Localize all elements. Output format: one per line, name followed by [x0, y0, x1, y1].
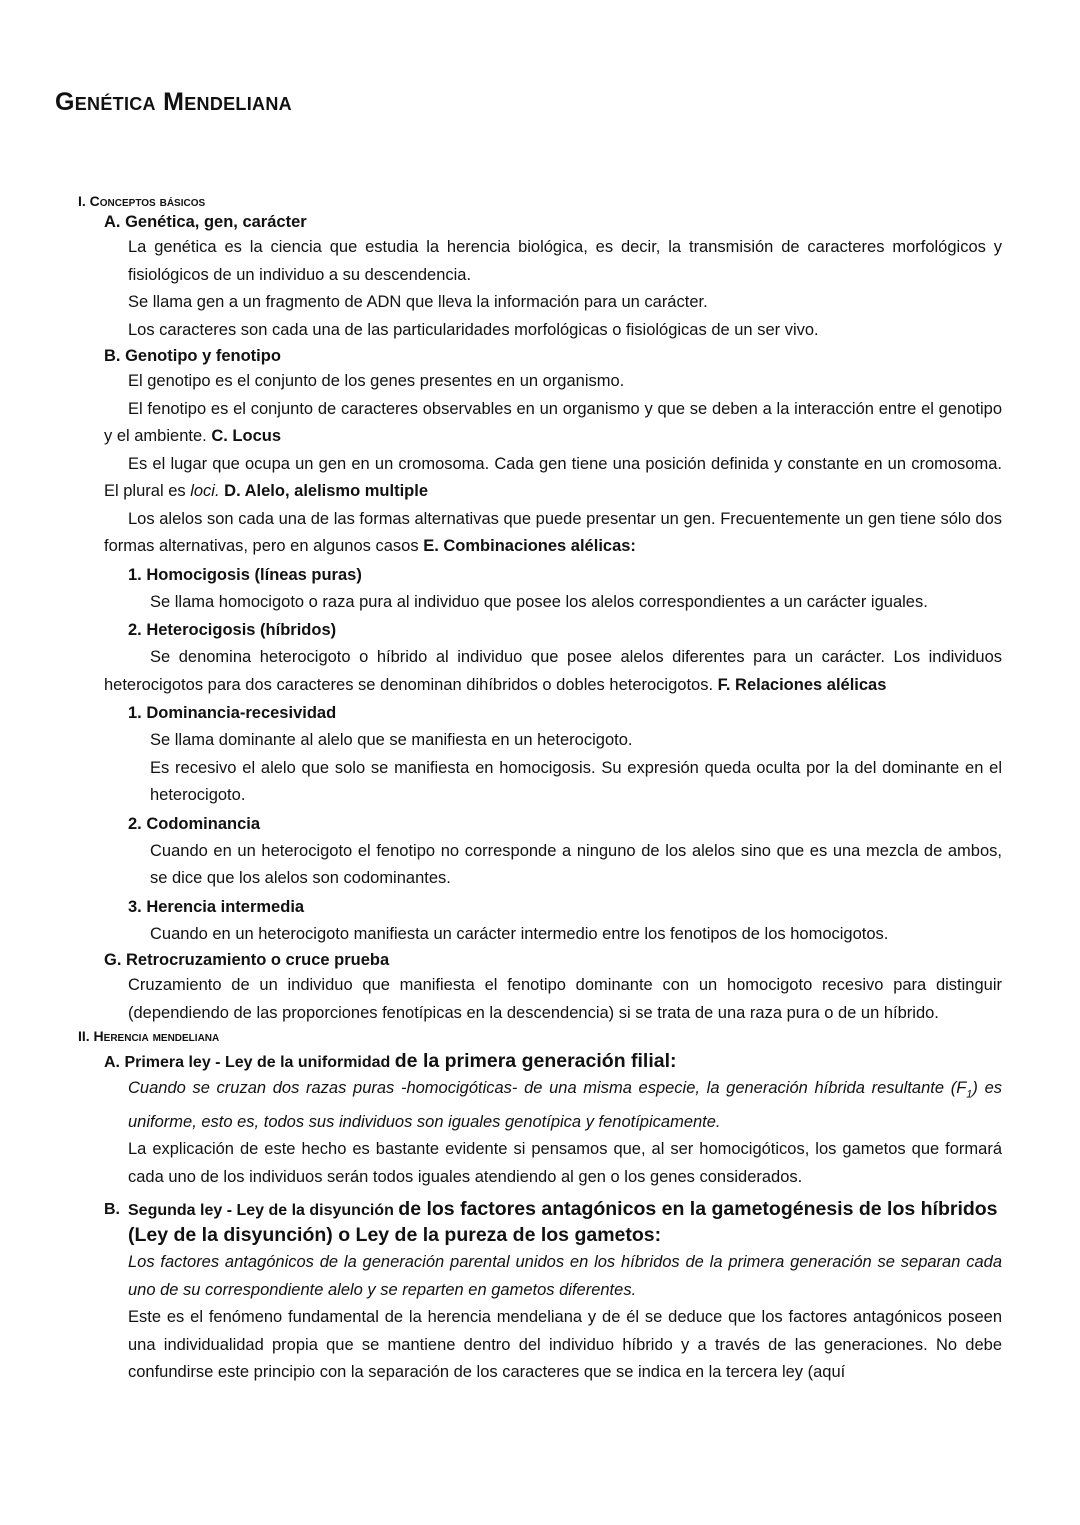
- subheading-codominancia: 2. Codominancia: [128, 814, 261, 833]
- segunda-ley-heading: [128, 1197, 1002, 1249]
- segunda-ley-label: Segunda ley - Ley de la disyunción: [128, 1202, 394, 1220]
- paragraph-locus: [104, 451, 1002, 506]
- locus-text: Es el lugar que ocupa un gen en un cromosoma. Cada gen tiene una posición definida y constante en un cromosoma. El plural es: [104, 454, 1002, 500]
- subheading-genetica: A. Genética, gen, carácter: [104, 213, 307, 231]
- paragraph-heterocigosis: [104, 644, 1002, 699]
- primera-ley-text-a: Cuando se cruzan dos razas puras -homocigóticas- de una misma especie, la generación híbrida resultante (F: [128, 1079, 967, 1097]
- subheading-combinaciones: E. Combinaciones alélicas:: [423, 537, 636, 555]
- subheading-heterocigosis: 2. Heterocigosis (híbridos): [128, 621, 337, 639]
- paragraph-explicacion-primera: La explicación de este hecho es bastante evidente si pensamos que, al ser homocigóticos, los gametos que formará cada uno de los individuos serán todos iguales atendiendo al gen o los genes considerados.: [128, 1140, 1002, 1186]
- subheading-alelo: D. Alelo, alelismo multiple: [224, 482, 429, 500]
- subheading-homocigosis: 1. Homocigosis (líneas puras): [128, 565, 362, 584]
- paragraph-dominante: Se llama dominante al alelo que se manifiesta en un heterocigoto.: [150, 731, 633, 749]
- paragraph-caracteres: Los caracteres son cada una de las particularidades morfológicas o fisiológicas de un ser vivo.: [128, 320, 819, 339]
- law-statement-primera: [128, 1075, 1002, 1136]
- primera-ley-label: A. Primera ley - Ley de la uniformidad: [104, 1054, 391, 1071]
- section-heading-herencia: II. Herencia mendeliana: [78, 1028, 220, 1044]
- segunda-ley-title: de los factores antagónicos en la gametogénesis de los híbridos (Ley de la disyunción) o Ley de la pureza de los gametos:: [128, 1198, 998, 1247]
- segunda-ley-letter: B.: [104, 1201, 120, 1219]
- paragraph-genotipo: El genotipo es el conjunto de los genes presentes en un organismo.: [128, 372, 625, 390]
- paragraph-herencia-intermedia: Cuando en un heterocigoto manifiesta un carácter intermedio entre los fenotipos de los homocigotos.: [150, 924, 889, 943]
- law-statement-segunda: Los factores antagónicos de la generación parental unidos en los híbridos de la primera generación se separan cada uno de su correspondiente alelo y se reparten en gametos diferentes.: [128, 1253, 1002, 1299]
- section-heading-conceptos: I. Conceptos básicos: [78, 193, 206, 209]
- alelos-text: Los alelos son cada una de las formas alternativas que puede presentar un gen. Frecuentemente un gen tiene sólo dos formas alternativas, pero en algunos casos: [104, 509, 1002, 555]
- subheading-genotipo: B. Genotipo y fenotipo: [104, 347, 281, 365]
- page-title: Genética Mendeliana: [55, 88, 292, 116]
- subheading-herencia-intermedia: 3. Herencia intermedia: [128, 897, 305, 916]
- paragraph-explicacion-segunda: Este es el fenómeno fundamental de la herencia mendeliana y de él se deduce que los factores antagónicos poseen una individualidad propia que se mantiene dentro del individuo híbrido y a través de las generaciones. No debe confundirse este principio con la separación de los caracteres que se indica en la tercera ley (aquí: [128, 1308, 1002, 1382]
- paragraph-codominancia: Cuando en un heterocigoto el fenotipo no corresponde a ninguno de los alelos sino que es una mezcla de ambos, se dice que los alelos son codominantes.: [150, 841, 1002, 887]
- heterocigosis-text: Se denomina heterocigoto o híbrido al individuo que posee alelos diferentes para un carácter. Los individuos heterocigotos para dos caracteres se denominan dihíbridos o dobles heterocigotos.: [104, 648, 1002, 694]
- fenotipo-text: El fenotipo es el conjunto de caracteres observables en un organismo y que se deben a la interacción entre el genotipo y el ambiente.: [104, 399, 1002, 445]
- paragraph-gen: Se llama gen a un fragmento de ADN que lleva la información para un carácter.: [128, 293, 708, 311]
- paragraph-fenotipo: [104, 396, 1002, 451]
- subheading-retrocruzamiento: G. Retrocruzamiento o cruce prueba: [104, 951, 390, 969]
- subheading-locus: C. Locus: [211, 427, 282, 445]
- paragraph-homocigosis: Se llama homocigoto o raza pura al individuo que posee los alelos correspondientes a un carácter iguales.: [150, 592, 928, 611]
- paragraph-alelos: [104, 506, 1002, 561]
- primera-ley-text-b: ) es uniforme, esto es, todos sus individuos son iguales genotípica y fenotípicamente.: [128, 1079, 1002, 1131]
- subheading-dominancia: 1. Dominancia-recesividad: [128, 704, 337, 722]
- subheading-primera-ley: [104, 1049, 1002, 1075]
- paragraph-retrocruzamiento: Cruzamiento de un individuo que manifiesta el fenotipo dominante con un homocigoto recesivo para distinguir (dependiendo de las proporciones fenotípicas en la descendencia) si se trata de una raza pura o de un híbrido.: [128, 976, 1002, 1022]
- paragraph-genetica: La genética es la ciencia que estudia la herencia biológica, es decir, la transmisión de caracteres morfológicos y fisiológicos de un individuo a su descendencia.: [128, 238, 1002, 284]
- paragraph-recesivo: Es recesivo el alelo que solo se manifiesta en homocigosis. Su expresión queda oculta por la del dominante en el heterocigoto.: [150, 758, 1002, 804]
- primera-ley-title: de la primera generación filial:: [394, 1050, 677, 1072]
- subheading-segunda-ley: [104, 1197, 1002, 1249]
- document-body: [0, 192, 1080, 1387]
- subheading-relaciones: F. Relaciones alélicas: [717, 675, 887, 694]
- loci-term: loci.: [190, 482, 220, 500]
- primera-ley-subscript: 1: [966, 1088, 973, 1101]
